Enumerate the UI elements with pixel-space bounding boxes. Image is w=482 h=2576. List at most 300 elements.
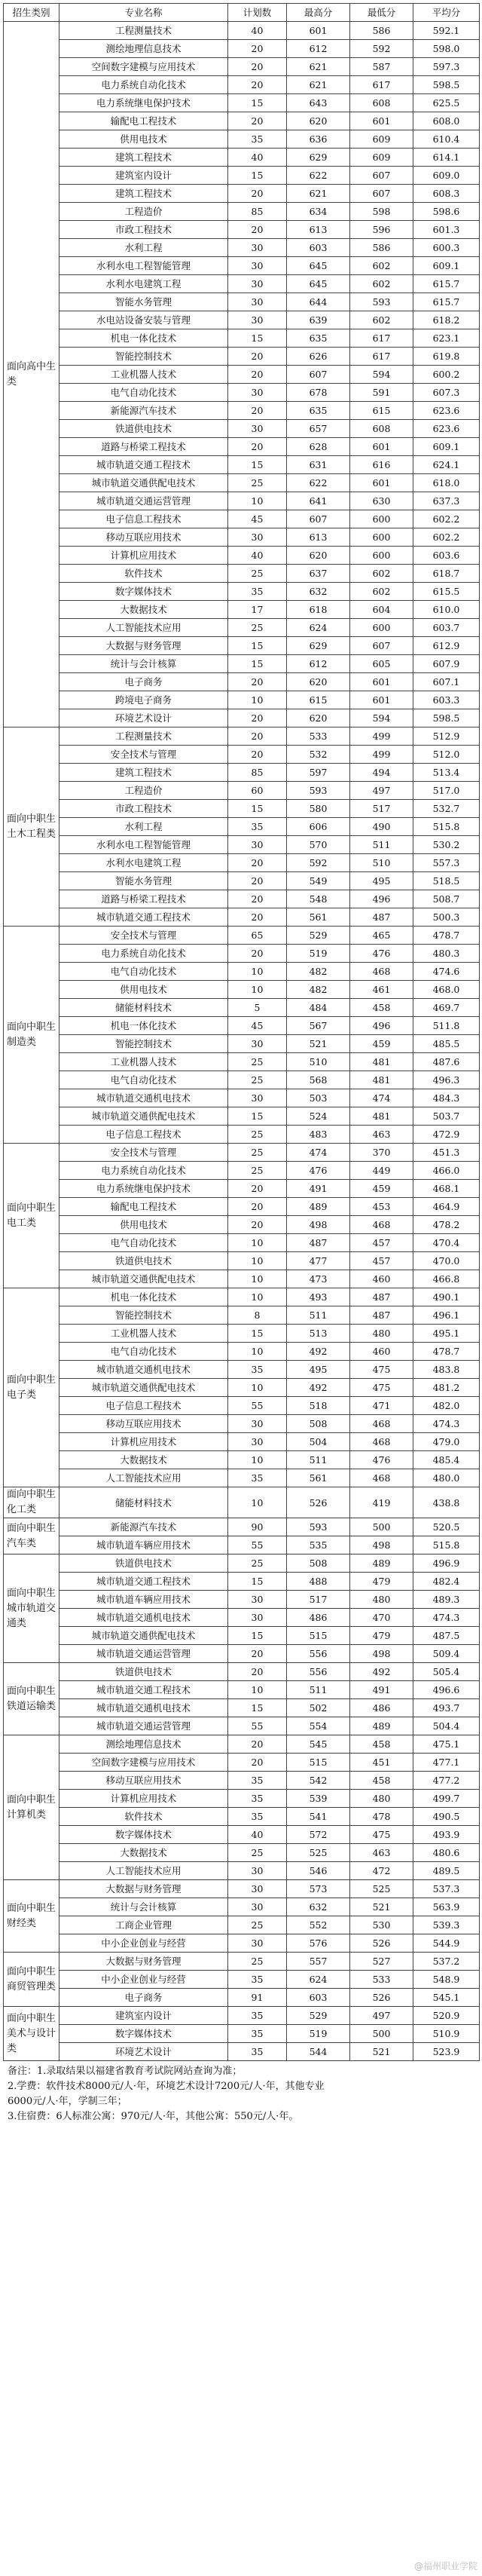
avg-score-cell: 600.2 (413, 366, 480, 384)
major-cell: 城市轨道交通供配电技术 (59, 1627, 228, 1645)
max-score-cell: 567 (287, 1017, 350, 1035)
avg-score-cell: 637.3 (413, 492, 480, 510)
max-score-cell: 474 (287, 1144, 350, 1162)
major-cell: 人工智能技术应用 (59, 1862, 228, 1880)
max-score-cell: 488 (287, 1573, 350, 1591)
max-score-cell: 541 (287, 1808, 350, 1826)
max-score-cell: 615 (287, 691, 350, 709)
major-cell: 城市轨道交通工程技术 (59, 1573, 228, 1591)
table-row (4, 1216, 480, 1234)
min-score-cell: 600 (350, 619, 413, 637)
min-score-cell: 487 (350, 1306, 413, 1325)
major-cell: 城市轨道交通机电技术 (59, 1089, 228, 1107)
avg-score-cell: 499.7 (413, 1790, 480, 1808)
table-row (4, 1826, 480, 1844)
table-row (4, 1735, 480, 1754)
max-score-cell: 613 (287, 528, 350, 547)
max-score-cell: 508 (287, 1415, 350, 1433)
max-score-cell: 645 (287, 275, 350, 293)
avg-score-cell: 539.3 (413, 1916, 480, 1934)
table-row (4, 275, 480, 293)
major-cell: 大数据技术 (59, 1451, 228, 1469)
plan-cell: 30 (228, 1415, 287, 1433)
avg-score-cell: 609.1 (413, 438, 480, 456)
table-row (4, 1270, 480, 1288)
major-cell: 机电一体化技术 (59, 1288, 228, 1306)
min-score-cell: 479 (350, 1627, 413, 1645)
avg-score-cell: 496.3 (413, 1071, 480, 1089)
plan-cell: 45 (228, 510, 287, 528)
min-score-cell: 471 (350, 1397, 413, 1415)
avg-score-cell: 618.2 (413, 311, 480, 329)
major-cell: 城市轨道交通运营管理 (59, 1717, 228, 1735)
table-row (4, 1379, 480, 1397)
plan-cell: 20 (228, 1645, 287, 1663)
plan-cell: 30 (228, 239, 287, 257)
min-score-cell: 463 (350, 1844, 413, 1862)
major-cell: 机电一体化技术 (59, 1017, 228, 1035)
min-score-cell: 607 (350, 185, 413, 203)
max-score-cell: 580 (287, 800, 350, 818)
plan-cell: 20 (228, 673, 287, 691)
min-score-cell: 476 (350, 1451, 413, 1469)
table-row (4, 348, 480, 366)
table-row (4, 1397, 480, 1415)
max-score-cell: 495 (287, 1361, 350, 1379)
plan-cell: 20 (228, 1754, 287, 1772)
table-row (4, 1252, 480, 1270)
min-score-cell: 449 (350, 1162, 413, 1180)
max-score-cell: 620 (287, 709, 350, 727)
min-score-cell: 489 (350, 1717, 413, 1735)
max-score-cell: 612 (287, 655, 350, 673)
max-score-cell: 613 (287, 221, 350, 239)
header-plan: 计划数 (228, 4, 287, 22)
table-row (4, 1862, 480, 1880)
table-row (4, 1162, 480, 1180)
major-cell: 建筑工程技术 (59, 185, 228, 203)
max-score-cell: 529 (287, 2007, 350, 2025)
plan-cell: 85 (228, 203, 287, 221)
major-cell: 跨境电子商务 (59, 691, 228, 709)
major-cell: 电子信息工程技术 (59, 510, 228, 528)
avg-score-cell: 510.9 (413, 2025, 480, 2043)
max-score-cell: 529 (287, 927, 350, 945)
max-score-cell: 635 (287, 402, 350, 420)
avg-score-cell: 480.3 (413, 945, 480, 963)
major-cell: 中小企业创业与经营 (59, 1934, 228, 1953)
table-row (4, 673, 480, 691)
max-score-cell: 545 (287, 1735, 350, 1754)
min-score-cell: 468 (350, 1415, 413, 1433)
major-cell: 新能源汽车技术 (59, 402, 228, 420)
avg-score-cell: 511.8 (413, 1017, 480, 1035)
avg-score-cell: 478.2 (413, 1216, 480, 1234)
avg-score-cell: 495.1 (413, 1325, 480, 1343)
plan-cell: 30 (228, 311, 287, 329)
table-row (4, 402, 480, 420)
avg-score-cell: 466.8 (413, 1270, 480, 1288)
major-cell: 工程造价 (59, 782, 228, 800)
avg-score-cell: 477.1 (413, 1754, 480, 1772)
major-cell: 大数据与财务管理 (59, 637, 228, 655)
min-score-cell: 481 (350, 1053, 413, 1071)
plan-cell: 55 (228, 1536, 287, 1554)
avg-score-cell: 500.3 (413, 908, 480, 927)
max-score-cell: 624 (287, 619, 350, 637)
avg-score-cell: 480.0 (413, 1469, 480, 1487)
major-cell: 供用电技术 (59, 130, 228, 149)
max-score-cell: 592 (287, 854, 350, 872)
avg-score-cell: 618.7 (413, 565, 480, 583)
plan-cell: 35 (228, 1361, 287, 1379)
min-score-cell: 617 (350, 76, 413, 94)
table-row (4, 1343, 480, 1361)
table-row (4, 1518, 480, 1536)
plan-cell: 15 (228, 655, 287, 673)
max-score-cell: 634 (287, 203, 350, 221)
avg-score-cell: 610.4 (413, 130, 480, 149)
category-cell: 面向中职生汽车类 (4, 1518, 59, 1554)
max-score-cell: 597 (287, 764, 350, 782)
major-cell: 电力系统自动化技术 (59, 945, 228, 963)
avg-score-cell: 483.8 (413, 1361, 480, 1379)
table-row (4, 1053, 480, 1071)
plan-cell: 35 (228, 2043, 287, 2061)
table-row (4, 1361, 480, 1379)
table-row (4, 438, 480, 456)
table-row (4, 1017, 480, 1035)
table-row (4, 655, 480, 673)
max-score-cell: 554 (287, 1717, 350, 1735)
major-cell: 新能源汽车技术 (59, 1518, 228, 1536)
max-score-cell: 492 (287, 1379, 350, 1397)
major-cell: 水电站设备安装与管理 (59, 311, 228, 329)
max-score-cell: 524 (287, 1107, 350, 1126)
major-cell: 安全技术与管理 (59, 1144, 228, 1162)
max-score-cell: 526 (287, 1487, 350, 1518)
plan-cell: 5 (228, 999, 287, 1017)
min-score-cell: 463 (350, 1126, 413, 1144)
avg-score-cell: 618.0 (413, 474, 480, 492)
avg-score-cell: 545.1 (413, 1989, 480, 2007)
min-score-cell: 526 (350, 1934, 413, 1953)
major-cell: 电力系统继电保护技术 (59, 1180, 228, 1198)
avg-score-cell: 438.8 (413, 1487, 480, 1518)
table-row (4, 528, 480, 547)
avg-score-cell: 609.1 (413, 257, 480, 275)
major-cell: 工业机器人技术 (59, 1053, 228, 1071)
plan-cell: 15 (228, 1627, 287, 1645)
major-cell: 大数据与财务管理 (59, 1953, 228, 1971)
min-score-cell: 616 (350, 456, 413, 474)
avg-score-cell: 601.3 (413, 221, 480, 239)
major-cell: 供用电技术 (59, 1216, 228, 1234)
min-score-cell: 586 (350, 239, 413, 257)
plan-cell: 20 (228, 1735, 287, 1754)
table-row (4, 1035, 480, 1053)
max-score-cell: 622 (287, 474, 350, 492)
plan-cell: 30 (228, 1591, 287, 1609)
avg-score-cell: 597.3 (413, 58, 480, 76)
major-cell: 建筑室内设计 (59, 2007, 228, 2025)
major-cell: 市政工程技术 (59, 800, 228, 818)
table-row (4, 1754, 480, 1772)
min-score-cell: 617 (350, 329, 413, 348)
plan-cell: 20 (228, 727, 287, 746)
table-row (4, 1433, 480, 1451)
plan-cell: 25 (228, 1162, 287, 1180)
avg-score-cell: 493.7 (413, 1699, 480, 1717)
avg-score-cell: 520.9 (413, 2007, 480, 2025)
header-avg-score: 平均分 (413, 4, 480, 22)
table-row (4, 2043, 480, 2061)
avg-score-cell: 469.7 (413, 999, 480, 1017)
table-row (4, 1953, 480, 1971)
avg-score-cell: 466.0 (413, 1162, 480, 1180)
avg-score-cell: 468.0 (413, 981, 480, 999)
table-row (4, 167, 480, 185)
max-score-cell: 515 (287, 1754, 350, 1772)
category-cell: 面向中职生制造类 (4, 927, 59, 1144)
admission-scores-table (3, 3, 480, 2061)
min-score-cell: 608 (350, 94, 413, 112)
max-score-cell: 552 (287, 1916, 350, 1934)
max-score-cell: 519 (287, 2025, 350, 2043)
max-score-cell: 618 (287, 601, 350, 619)
table-row (4, 945, 480, 963)
table-row (4, 1989, 480, 2007)
min-score-cell: 490 (350, 818, 413, 836)
min-score-cell: 602 (350, 275, 413, 293)
plan-cell: 25 (228, 619, 287, 637)
max-score-cell: 612 (287, 40, 350, 58)
min-score-cell: 602 (350, 565, 413, 583)
avg-score-cell: 530.2 (413, 836, 480, 854)
plan-cell: 35 (228, 1790, 287, 1808)
avg-score-cell: 464.9 (413, 1198, 480, 1216)
plan-cell: 10 (228, 1487, 287, 1518)
major-cell: 道路与桥梁工程技术 (59, 890, 228, 908)
max-score-cell: 629 (287, 637, 350, 655)
min-score-cell: 499 (350, 727, 413, 746)
table-row (4, 311, 480, 329)
notes-section (3, 2064, 479, 2124)
table-row (4, 22, 480, 40)
table-row (4, 112, 480, 130)
plan-cell: 15 (228, 637, 287, 655)
plan-cell: 25 (228, 1071, 287, 1089)
min-score-cell: 497 (350, 2007, 413, 2025)
major-cell: 城市轨道交通供配电技术 (59, 474, 228, 492)
min-score-cell: 459 (350, 1035, 413, 1053)
category-cell: 面向中职生财经类 (4, 1880, 59, 1953)
plan-cell: 10 (228, 963, 287, 981)
max-score-cell: 593 (287, 1518, 350, 1536)
min-score-cell: 586 (350, 22, 413, 40)
plan-cell: 10 (228, 1379, 287, 1397)
min-score-cell: 500 (350, 2025, 413, 2043)
avg-score-cell: 607.1 (413, 673, 480, 691)
plan-cell: 25 (228, 1953, 287, 1971)
category-cell: 面向高中生类 (4, 22, 59, 727)
min-score-cell: 530 (350, 1916, 413, 1934)
max-score-cell: 542 (287, 1772, 350, 1790)
major-cell: 机电一体化技术 (59, 329, 228, 348)
note-line: 2.学费：软件技术8000元/人·年，环境艺术设计7200元/人·年，其他专业 (8, 2081, 325, 2092)
min-score-cell: 458 (350, 1735, 413, 1754)
table-row (4, 1609, 480, 1627)
header-max-score: 最高分 (287, 4, 350, 22)
plan-cell: 17 (228, 601, 287, 619)
max-score-cell: 487 (287, 1234, 350, 1252)
min-score-cell: 453 (350, 1198, 413, 1216)
max-score-cell: 636 (287, 130, 350, 149)
min-score-cell: 600 (350, 528, 413, 547)
plan-cell: 10 (228, 981, 287, 999)
plan-cell: 30 (228, 420, 287, 438)
max-score-cell: 502 (287, 1699, 350, 1717)
max-score-cell: 620 (287, 547, 350, 565)
min-score-cell: 496 (350, 1017, 413, 1035)
table-row (4, 58, 480, 76)
avg-score-cell: 623.6 (413, 402, 480, 420)
plan-cell: 20 (228, 348, 287, 366)
avg-score-cell: 479.0 (413, 1433, 480, 1451)
min-score-cell: 601 (350, 112, 413, 130)
table-row (4, 1089, 480, 1107)
min-score-cell: 594 (350, 366, 413, 384)
min-score-cell: 468 (350, 1216, 413, 1234)
avg-score-cell: 623.1 (413, 329, 480, 348)
avg-score-cell: 520.5 (413, 1518, 480, 1536)
plan-cell: 20 (228, 402, 287, 420)
avg-score-cell: 477.2 (413, 1772, 480, 1790)
max-score-cell: 539 (287, 1790, 350, 1808)
table-row (4, 963, 480, 981)
table-row (4, 1663, 480, 1681)
note-line: 备注：1.录取结果以福建省教育考试院网站查询为准； (8, 2066, 243, 2077)
max-score-cell: 621 (287, 76, 350, 94)
plan-cell: 40 (228, 22, 287, 40)
plan-cell: 20 (228, 76, 287, 94)
avg-score-cell: 504.4 (413, 1717, 480, 1735)
max-score-cell: 511 (287, 1451, 350, 1469)
table-row (4, 1325, 480, 1343)
table-row (4, 456, 480, 474)
max-score-cell: 622 (287, 167, 350, 185)
category-cell: 面向中职生电工类 (4, 1144, 59, 1288)
table-row (4, 872, 480, 890)
major-cell: 环境艺术设计 (59, 709, 228, 727)
table-row (4, 474, 480, 492)
major-cell: 城市轨道交通运营管理 (59, 492, 228, 510)
max-score-cell: 476 (287, 1162, 350, 1180)
table-row (4, 890, 480, 908)
max-score-cell: 548 (287, 890, 350, 908)
max-score-cell: 568 (287, 1071, 350, 1089)
avg-score-cell: 489.5 (413, 1862, 480, 1880)
plan-cell: 25 (228, 1844, 287, 1862)
plan-cell: 10 (228, 1234, 287, 1252)
table-row (4, 239, 480, 257)
major-cell: 水利水电工程智能管理 (59, 257, 228, 275)
max-score-cell: 557 (287, 1953, 350, 1971)
plan-cell: 55 (228, 1717, 287, 1735)
major-cell: 城市轨道交通工程技术 (59, 456, 228, 474)
avg-score-cell: 612.9 (413, 637, 480, 655)
table-row (4, 40, 480, 58)
min-score-cell: 609 (350, 130, 413, 149)
table-row (4, 510, 480, 528)
avg-score-cell: 608.3 (413, 185, 480, 203)
min-score-cell: 458 (350, 999, 413, 1017)
major-cell: 电力系统继电保护技术 (59, 94, 228, 112)
major-cell: 铁道供电技术 (59, 1663, 228, 1681)
plan-cell: 35 (228, 2025, 287, 2043)
min-score-cell: 591 (350, 384, 413, 402)
plan-cell: 15 (228, 167, 287, 185)
major-cell: 城市轨道交通机电技术 (59, 1361, 228, 1379)
max-score-cell: 645 (287, 257, 350, 275)
min-score-cell: 475 (350, 1379, 413, 1397)
major-cell: 数字媒体技术 (59, 583, 228, 601)
max-score-cell: 601 (287, 22, 350, 40)
major-cell: 工程测量技术 (59, 727, 228, 746)
min-score-cell: 492 (350, 1663, 413, 1681)
major-cell: 大数据技术 (59, 601, 228, 619)
min-score-cell: 510 (350, 854, 413, 872)
major-cell: 城市轨道车辆应用技术 (59, 1536, 228, 1554)
table-row (4, 1934, 480, 1953)
table-row (4, 1487, 480, 1518)
avg-score-cell: 489.3 (413, 1591, 480, 1609)
min-score-cell: 605 (350, 655, 413, 673)
max-score-cell: 483 (287, 1126, 350, 1144)
avg-score-cell: 598.6 (413, 203, 480, 221)
plan-cell: 20 (228, 908, 287, 927)
major-cell: 人工智能技术应用 (59, 1469, 228, 1487)
min-score-cell: 457 (350, 1252, 413, 1270)
plan-cell: 35 (228, 818, 287, 836)
table-row (4, 854, 480, 872)
major-cell: 城市轨道交通机电技术 (59, 1609, 228, 1627)
max-score-cell: 561 (287, 1469, 350, 1487)
avg-score-cell: 493.9 (413, 1826, 480, 1844)
table-row (4, 293, 480, 311)
table-row (4, 1790, 480, 1808)
admission-score-sheet (3, 3, 479, 2124)
min-score-cell: 630 (350, 492, 413, 510)
avg-score-cell: 512.9 (413, 727, 480, 746)
avg-score-cell: 490.5 (413, 1808, 480, 1826)
plan-cell: 55 (228, 1397, 287, 1415)
table-row (4, 1772, 480, 1790)
major-cell: 工程测量技术 (59, 22, 228, 40)
major-cell: 智能水务管理 (59, 293, 228, 311)
table-row (4, 1808, 480, 1826)
plan-cell: 35 (228, 583, 287, 601)
min-score-cell: 465 (350, 927, 413, 945)
category-cell: 面向中职生土木工程类 (4, 727, 59, 927)
table-row (4, 583, 480, 601)
table-row (4, 130, 480, 149)
major-cell: 安全技术与管理 (59, 746, 228, 764)
avg-score-cell: 625.5 (413, 94, 480, 112)
plan-cell: 30 (228, 1433, 287, 1451)
max-score-cell: 607 (287, 366, 350, 384)
plan-cell: 30 (228, 1862, 287, 1880)
